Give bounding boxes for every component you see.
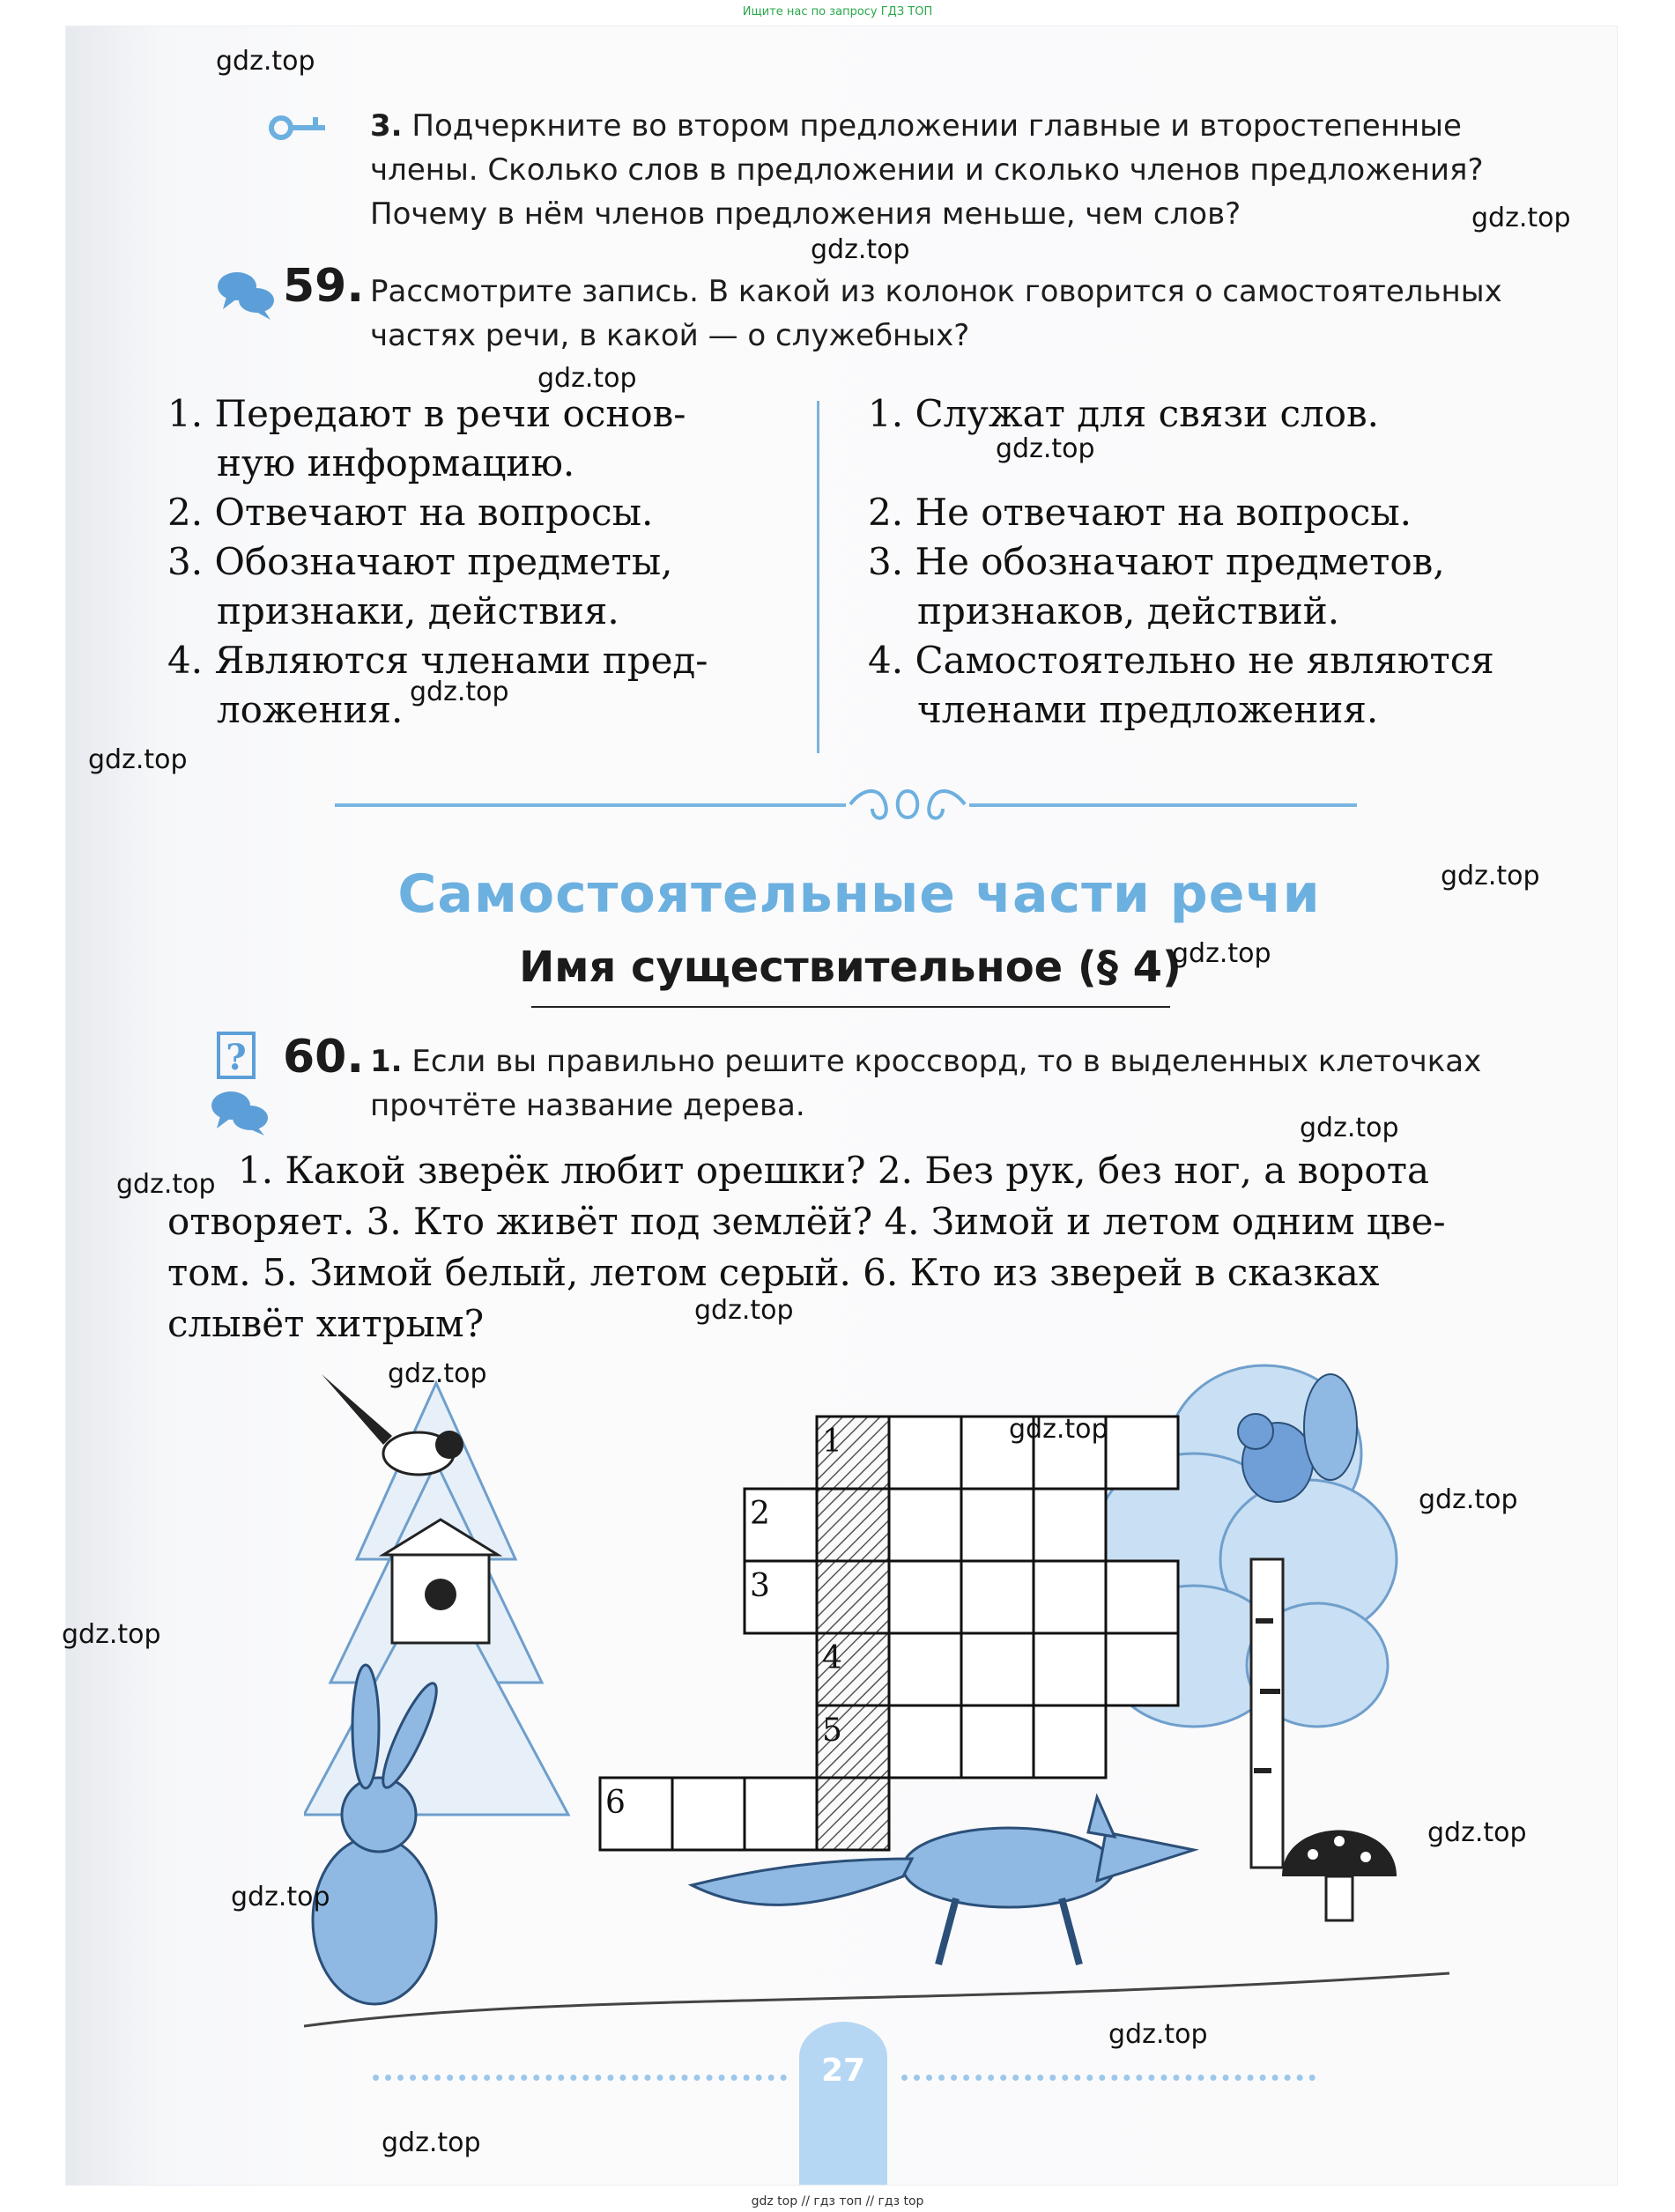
column-right <box>868 389 1617 735</box>
watermark-5: gdz.top <box>996 433 1095 464</box>
footer-dots-right <box>901 2075 1316 2081</box>
crossword-cell <box>672 1778 745 1850</box>
exercise-60-task-number: 1. <box>370 1044 403 1079</box>
mushroom <box>1282 1831 1397 1921</box>
exercise-59-line-1: Рассмотрите запись. В какой из колонок говорится о самостоятельных <box>370 274 1502 309</box>
exercise-60-task <box>370 1039 1604 1128</box>
crossword-row-label: 3 <box>750 1568 770 1604</box>
column-divider <box>817 401 819 753</box>
crossword-row-label: 5 <box>822 1713 842 1749</box>
subsection-underline <box>531 1006 1170 1008</box>
exercise-60-line-1: Если вы правильно решите кроссворд, то в выделенных клеточках <box>411 1044 1482 1079</box>
crossword-cell <box>889 1417 961 1489</box>
crossword-cell <box>889 1633 961 1705</box>
exercise-59-number: 59. <box>283 260 365 313</box>
right-item-2 <box>868 488 1617 537</box>
crossword-highlight-cell <box>817 1489 889 1561</box>
crossword-cell <box>961 1489 1034 1561</box>
watermark-20: gdz.top <box>382 2127 481 2158</box>
ornament-icon <box>841 782 974 826</box>
riddles <box>167 1145 1604 1350</box>
watermark-16: gdz.top <box>62 1619 161 1650</box>
exercise-59-task <box>370 270 1604 358</box>
left-item-2 <box>167 488 855 537</box>
task-3-line-2: члены. Сколько слов в предложении и сколько членов предложения? <box>370 152 1484 188</box>
left-item-2-number: 2. <box>167 491 204 534</box>
left-item-3-number: 3. <box>167 540 204 583</box>
watermark-9: gdz.top <box>1172 938 1271 969</box>
crossword-highlight-cell <box>817 1778 889 1850</box>
watermark-8: gdz.top <box>1441 861 1540 891</box>
key-icon <box>269 110 330 145</box>
crossword-cell <box>961 1633 1034 1705</box>
divider-line-left <box>335 803 846 807</box>
watermark-6: gdz.top <box>410 677 509 707</box>
crossword-cell <box>889 1489 961 1561</box>
textbook-page <box>62 26 1617 2185</box>
crossword-row-label: 1 <box>822 1424 842 1460</box>
watermark-13: gdz.top <box>388 1358 487 1389</box>
left-item-2-line-1: Отвечают на вопросы. <box>214 491 654 534</box>
crossword-cell <box>745 1778 817 1850</box>
left-item-4-line-1: Являются членами пред- <box>214 639 708 682</box>
right-item-4-line-2: членами предложения. <box>917 688 1379 731</box>
column-left <box>167 389 855 735</box>
left-item-1-line-1: Передают в речи основ- <box>214 392 686 435</box>
left-item-3-line-1: Обозначают предметы, <box>214 540 673 583</box>
task-3 <box>370 104 1604 236</box>
task-3-number: 3. <box>370 108 403 144</box>
section-title: Самостоятельные части речи <box>397 863 1321 925</box>
exercise-60-number: 60. <box>283 1031 365 1084</box>
watermark-14: gdz.top <box>1009 1414 1108 1445</box>
right-item-2-number: 2. <box>868 491 904 534</box>
watermark-12: gdz.top <box>694 1295 794 1326</box>
crossword-row-label: 4 <box>822 1640 842 1676</box>
exercise-60-line-2: прочтёте название дерева. <box>370 1088 805 1123</box>
right-item-3-line-1: Не обозначают предметов, <box>915 540 1445 583</box>
svg-text:?: ? <box>226 1037 247 1078</box>
riddle-line-3: том. 5. Зимой белый, летом серый. 6. Кто из зверей в сказках <box>167 1251 1380 1294</box>
watermark-19: gdz.top <box>1108 2019 1208 2050</box>
right-item-3 <box>868 537 1617 636</box>
right-item-3-number: 3. <box>868 540 904 583</box>
watermark-7: gdz.top <box>88 744 188 775</box>
question-box-icon <box>216 1031 260 1084</box>
crossword-row-label: 2 <box>750 1496 770 1532</box>
crossword-cell <box>1106 1633 1178 1705</box>
right-item-1-number: 1. <box>868 392 904 435</box>
hare <box>313 1665 445 2004</box>
crossword-cell <box>1106 1561 1178 1633</box>
right-item-4 <box>868 636 1617 735</box>
left-item-4 <box>167 636 855 735</box>
watermark-4: gdz.top <box>537 363 637 394</box>
crossword-cell <box>1034 1705 1106 1778</box>
crossword-cell <box>1106 1417 1178 1489</box>
header-note: Ищите нас по запросу ГДЗ ТОП <box>742 5 933 18</box>
footer-note: gdz top // гдз топ // гдз top <box>751 2194 924 2208</box>
divider-line-right <box>969 803 1357 807</box>
watermark-17: gdz.top <box>1427 1817 1527 1848</box>
crossword-cell <box>889 1561 961 1633</box>
right-item-4-number: 4. <box>868 639 904 682</box>
crossword-cell <box>961 1561 1034 1633</box>
riddle-line-1: 1. Какой зверёк любит орешки? 2. Без рук, без ног, а ворота <box>238 1149 1429 1192</box>
left-item-4-line-2: ложения. <box>217 688 404 731</box>
right-item-2-line-1: Не отвечают на вопросы. <box>915 491 1412 534</box>
speech-bubbles-icon-2 <box>210 1088 271 1136</box>
footer-dots-left <box>373 2075 787 2081</box>
right-item-1 <box>868 389 1617 439</box>
task-3-line-3: Почему в нём членов предложения меньше, чем слов? <box>370 196 1241 232</box>
left-item-3 <box>167 537 855 636</box>
crossword-cell <box>1034 1561 1106 1633</box>
right-item-4-line-1: Самостоятельно не являются <box>915 639 1494 682</box>
riddle-line-4: слывёт хитрым? <box>167 1302 485 1345</box>
exercise-59-line-2: частях речи, в какой — о служебных? <box>370 318 970 353</box>
watermark-1: gdz.top <box>216 46 315 77</box>
left-item-4-number: 4. <box>167 639 204 682</box>
crossword-highlight-cell <box>817 1561 889 1633</box>
riddle-line-2: отворяет. 3. Кто живёт под землёй? 4. Зимой и летом одним цве- <box>167 1200 1446 1243</box>
subsection-title: Имя существительное (§ 4) <box>519 943 1182 992</box>
crossword-cell <box>1034 1489 1106 1561</box>
right-item-1-line-1: Служат для связи слов. <box>915 392 1380 435</box>
task-3-line-1: Подчеркните во втором предложении главные и второстепенные <box>411 108 1462 144</box>
crossword-cell <box>889 1705 961 1778</box>
crossword-cell <box>1034 1633 1106 1705</box>
forest-illustration <box>304 1357 1467 2044</box>
left-item-1-number: 1. <box>167 392 204 435</box>
watermark-15: gdz.top <box>1419 1484 1518 1515</box>
watermark-10: gdz.top <box>1300 1113 1399 1143</box>
left-item-1-line-2: ную информацию. <box>217 441 575 485</box>
left-item-1 <box>167 389 855 488</box>
crossword-grid <box>600 1417 1178 1850</box>
right-item-3-line-2: признаков, действий. <box>917 589 1340 633</box>
crossword-cell <box>961 1705 1034 1778</box>
watermark-2: gdz.top <box>1471 203 1571 233</box>
crossword-row-label: 6 <box>605 1785 626 1821</box>
watermark-18: gdz.top <box>231 1882 330 1912</box>
watermark-11: gdz.top <box>116 1169 216 1200</box>
page-number: 27 <box>820 2053 866 2089</box>
watermark-3: gdz.top <box>811 234 910 265</box>
speech-bubbles-icon <box>216 269 278 322</box>
page-number-tab <box>799 2022 887 2185</box>
left-item-3-line-2: признаки, действия. <box>217 589 619 633</box>
